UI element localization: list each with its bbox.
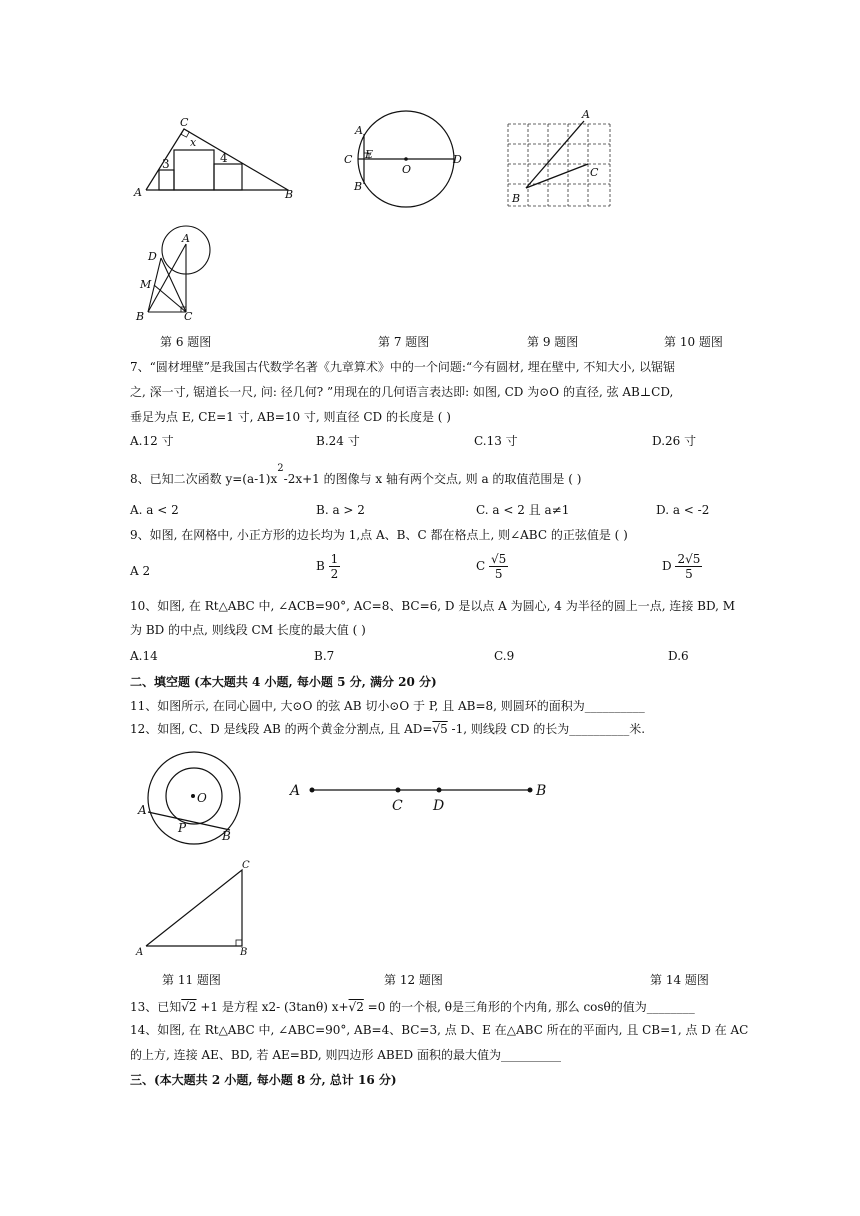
- fig7-label-C: C: [344, 153, 353, 166]
- fig7-label-A: A: [355, 124, 363, 137]
- q8-option-c: C. a < 2 且 a≠1: [476, 503, 570, 517]
- q7-line3: 垂足为点 E, CE=1 寸, AB=10 寸, 则直径 CD 的长度是 ( ): [130, 410, 451, 424]
- q7-option-c: C.13 寸: [474, 434, 518, 448]
- q10-option-a: A.14: [130, 649, 158, 663]
- fig9-label-A: A: [582, 108, 590, 121]
- q11-stem: 11、如图所示, 在同心圆中, 大⊙O 的弦 AB 切小⊙O 于 P, 且 AB=8, 则圆环的面积为__________: [130, 699, 645, 713]
- q14-line1: 14、如图, 在 Rt△ABC 中, ∠ABC=90°, AB=4、BC=3, 点 D、E 在△ABC 所在的平面内, 且 CB=1, 点 D 在 AC: [130, 1023, 749, 1037]
- figure-9-grid: [504, 108, 616, 212]
- q7-option-a: A.12 寸: [130, 434, 174, 448]
- fig6-label-B: B: [285, 188, 294, 201]
- caption-fig14: 第 14 题图: [650, 973, 709, 987]
- q9-option-b-label: B: [316, 559, 325, 573]
- fig11-label-P: P: [178, 821, 187, 835]
- q13-sqrt-2: √2: [348, 1000, 364, 1014]
- q7-option-b: B.24 寸: [316, 434, 360, 448]
- fig14-label-A: A: [136, 947, 144, 958]
- fig10-label-B: B: [136, 310, 145, 323]
- q13-mid: +1 是方程 x2- (3tanθ) x+: [196, 1000, 349, 1014]
- fig12-label-D: D: [433, 798, 445, 814]
- q9-option-c-den: 5: [494, 567, 503, 581]
- caption-fig7: 第 7 题图: [378, 335, 430, 349]
- figure-11-concentric-circles: [134, 752, 246, 842]
- q13-stem: [130, 999, 695, 1015]
- q10-line2: 为 BD 的中点, 则线段 CM 长度的最大值 ( ): [130, 623, 366, 637]
- q8-stem: [130, 463, 582, 489]
- q10-option-d: D.6: [668, 649, 689, 663]
- q9-option-a: A 2: [130, 564, 151, 578]
- figure-10-triangle-circle: [134, 222, 224, 322]
- q13-prefix: 13、已知: [130, 1000, 182, 1014]
- caption-fig11: 第 11 题图: [162, 973, 221, 987]
- fig10-label-M: M: [140, 278, 152, 291]
- q8-suffix: -2x+1 的图像与 x 轴有两个交点, 则 a 的取值范围是 ( ): [283, 472, 582, 486]
- fig14-label-C: C: [242, 860, 250, 871]
- q9-stem: 9、如图, 在网格中, 小正方形的边长均为 1,点 A、B、C 都在格点上, 则∠ABC 的正弦值是 ( ): [130, 528, 628, 542]
- q13-sqrt-1: √2: [181, 1000, 197, 1014]
- q9-option-d-fraction: [675, 552, 702, 581]
- caption-fig10: 第 10 题图: [664, 335, 723, 349]
- figure-12-segment: [284, 776, 556, 816]
- caption-fig12: 第 12 题图: [384, 973, 443, 987]
- q12-suffix: -1, 则线段 CD 的长为__________米.: [447, 722, 646, 736]
- fig11-label-A: A: [138, 803, 147, 817]
- q7-option-d: D.26 寸: [652, 434, 697, 448]
- fig7-label-B: B: [354, 180, 363, 193]
- fig11-label-B: B: [222, 829, 231, 843]
- q9-option-b-den: 2: [330, 567, 339, 581]
- section-2-heading: 二、填空题 (本大题共 4 小题, 每小题 5 分, 满分 20 分): [130, 675, 437, 689]
- q13-suffix: =0 的一个根, θ是三角形的个内角, 那么 cosθ的值为________: [363, 1000, 695, 1014]
- q10-option-b: B.7: [314, 649, 335, 663]
- q9-option-b-fraction: [329, 552, 341, 581]
- q9-option-c: [476, 552, 508, 581]
- q9-option-b: [316, 552, 340, 581]
- fig6-label-C: C: [180, 116, 189, 129]
- fig12-label-A: A: [290, 783, 301, 799]
- fig7-label-E: E: [365, 148, 374, 161]
- q9-option-c-num: √5: [491, 552, 507, 566]
- q7-line1: 7、“圆材埋壁”是我国古代数学名著《九章算术》中的一个问题:“今有圆材, 埋在壁中, 不知大小, 以锯锯: [130, 360, 675, 374]
- figure-14-right-triangle: [134, 860, 254, 960]
- q14-line2: 的上方, 连接 AE、BD, 若 AE=BD, 则四边形 ABED 面积的最大值为__________: [130, 1048, 561, 1062]
- fig7-label-O: O: [402, 163, 412, 176]
- q10-line1: 10、如图, 在 Rt△ABC 中, ∠ACB=90°, AC=8、BC=6, D 是以点 A 为圆心, 4 为半径的圆上一点, 连接 BD, M: [130, 599, 736, 613]
- fig6-label-3: 3: [162, 157, 170, 171]
- figure-6-triangle-squares: [130, 112, 300, 202]
- fig10-label-A: A: [182, 232, 190, 245]
- q8-option-b: B. a > 2: [316, 503, 365, 517]
- q8-option-a: A. a < 2: [130, 503, 179, 517]
- figure-7-circle: [340, 108, 470, 213]
- q9-option-d-label: D: [662, 559, 672, 573]
- fig6-label-A: A: [134, 186, 142, 199]
- fig9-label-C: C: [590, 166, 599, 179]
- caption-fig9: 第 9 题图: [527, 335, 579, 349]
- q9-option-d-num: 2√5: [677, 552, 701, 566]
- fig14-label-B: B: [240, 947, 248, 958]
- fig6-label-x: x: [190, 136, 197, 149]
- q9-option-d: [662, 552, 702, 581]
- q7-line2: 之, 深一寸, 锯道长一尺, 问: 径几何? ”用现在的几何语言表达即: 如图, CD 为⊙O 的直径, 弦 AB⊥CD,: [130, 385, 674, 399]
- q9-option-d-den: 5: [685, 567, 693, 581]
- q8-option-d: D. a < -2: [656, 503, 710, 517]
- fig9-label-B: B: [512, 192, 521, 205]
- q12-sqrt: √5: [432, 722, 448, 736]
- q9-option-c-label: C: [476, 559, 486, 573]
- q12-stem: [130, 721, 645, 737]
- q8-prefix: 8、已知二次函数 y=(a-1)x: [130, 472, 278, 486]
- fig12-label-C: C: [392, 798, 403, 814]
- q12-prefix: 12、如图, C、D 是线段 AB 的两个黄金分割点, 且 AD=: [130, 722, 433, 736]
- section-3-heading: 三、(本大题共 2 小题, 每小题 8 分, 总计 16 分): [130, 1073, 397, 1087]
- q9-option-b-num: 1: [330, 552, 339, 566]
- fig10-label-C: C: [184, 310, 193, 323]
- fig12-label-B: B: [536, 783, 547, 799]
- fig10-label-D: D: [148, 250, 157, 263]
- q8-superscript: 2: [277, 463, 284, 474]
- fig11-label-O: O: [197, 791, 207, 805]
- q9-option-c-fraction: [489, 552, 508, 581]
- fig7-label-D: D: [453, 153, 462, 166]
- fig6-label-4: 4: [220, 151, 228, 165]
- caption-fig6: 第 6 题图: [160, 335, 212, 349]
- q10-option-c: C.9: [494, 649, 515, 663]
